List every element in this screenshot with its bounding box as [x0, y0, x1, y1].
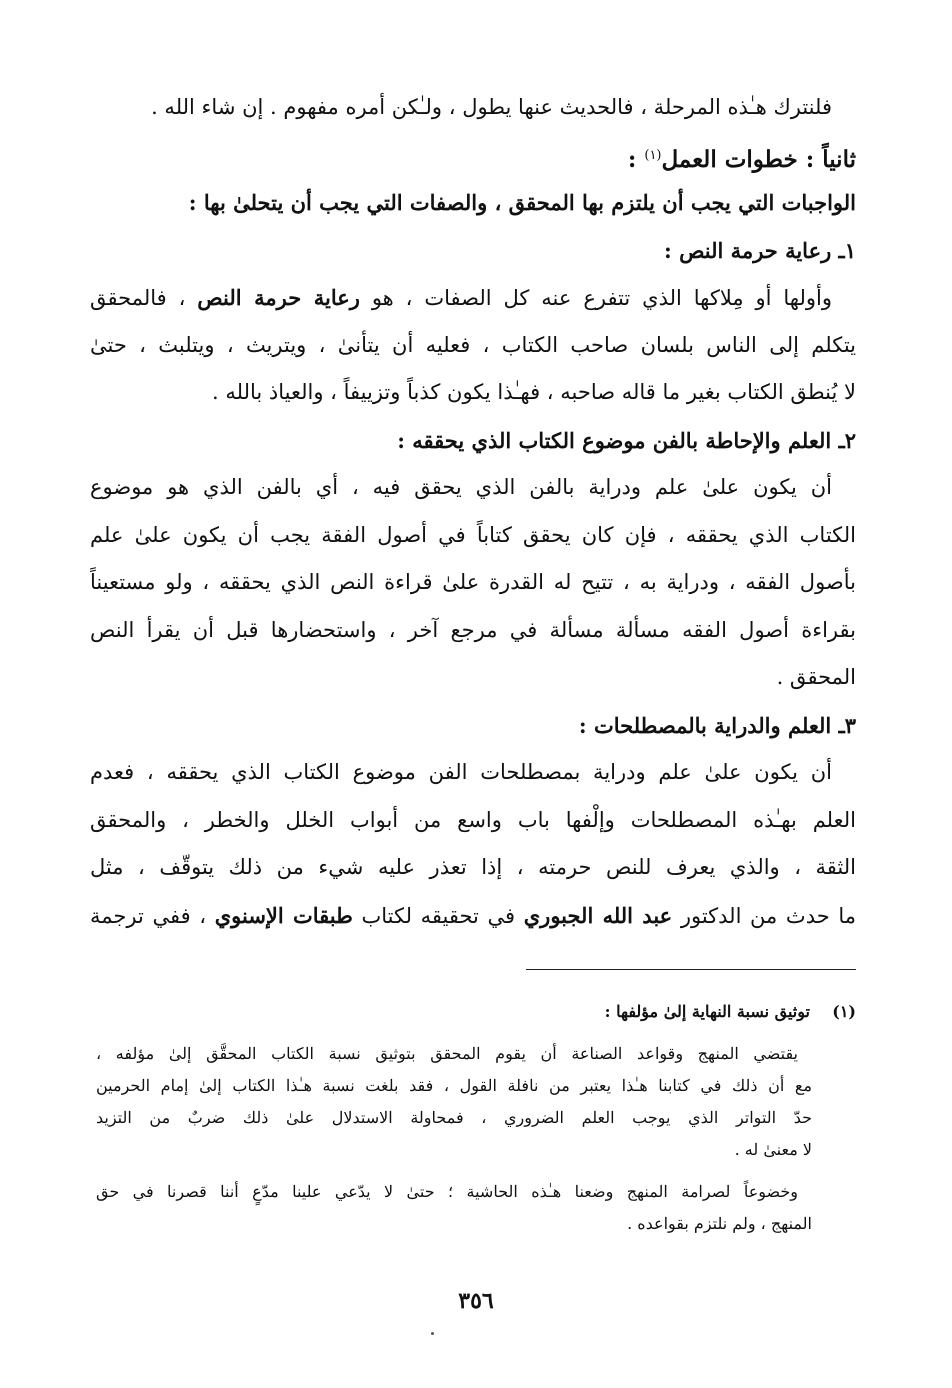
- item-1-line-2: يتكلم إلى الناس بلسان صاحب الكتاب ، فعليه أن يتأنىٰ ، ويتريث ، ويتلبث ، حتىٰ: [90, 332, 856, 357]
- footnote-p2-line-1: وخضوعاً لصرامة المنهج وضعنا هـٰذه الحاشية ؛ حتىٰ لا يدّعي علينا مدّعٍ أننا قصرنا في حق: [96, 1182, 799, 1201]
- section-heading: [90, 132, 856, 180]
- item-1-line-1-tail: ، فالمحقق: [90, 286, 198, 310]
- item-1-line-1: [90, 274, 856, 322]
- item-3-line-3: الثقة ، والذي يعرف للنص حرمته ، إذا تعذر عليه شيء من ذلك يتوقّف ، مثل: [90, 855, 856, 879]
- footnote-p1-line-2: مع أن ذلك في كتابنا هـٰذا يعتبر من نافلة القول ، فقد بلغت نسبة هـٰذا الكتاب إلىٰ إمام الحرمين: [96, 1076, 812, 1095]
- footnote-gap-2: [96, 1166, 856, 1176]
- section-subtitle: الواجبات التي يجب أن يلتزم بها المحقق ، والصفات التي يجب أن يتحلىٰ بها :: [188, 190, 856, 215]
- item-3-line-4: [90, 892, 856, 940]
- item-1-emphasis: رعاية حرمة النص: [197, 285, 360, 310]
- author-name: عبد الله الجبوري: [523, 902, 673, 928]
- footnote-reference[interactable]: (١): [644, 147, 662, 163]
- book-title: طبقات الإسنوي: [214, 902, 353, 928]
- item-1-title: ١ـ رعاية حرمة النص :: [664, 237, 856, 263]
- item-2-line-5: المحقق .: [776, 665, 856, 689]
- footnote-title: توثيق نسبة النهاية إلىٰ مؤلفها :: [604, 1002, 810, 1021]
- section-colon: :: [627, 145, 645, 173]
- item-2-line-3: بأصول الفقه ، ودراية به ، تتيح له القدرة علىٰ قراءة النص الذي يحققه ، ولو مستعيناً: [90, 570, 856, 594]
- footnote-number: (١): [832, 1002, 856, 1021]
- main-text: [90, 84, 856, 939]
- item-3-line-4-tail: ، ففي ترجمة: [90, 903, 215, 928]
- item-3-line-2: العلم بهـٰذه المصطلحات وإلْفها باب واسع من أبواب الخلل والخطر ، والمحقق: [90, 807, 856, 832]
- item-1-line-3: لا يُنطق الكتاب بغير ما قاله صاحبه ، فهـٰذا يكون كذباً وتزييفاً ، والعياذ بالله .: [212, 380, 856, 404]
- footnotes: [96, 996, 856, 1240]
- footnote-p1-line-3: حدّ التواتر الذي يوجب العلم الضروري ، فمحاولة الاستدلال علىٰ ذلك ضربٌ من التزيد: [96, 1108, 812, 1127]
- item-2-line-2: الكتاب الذي يحققه ، فإن كان يحقق كتاباً في أصول الفقة يجب أن يكون علىٰ علم: [90, 522, 856, 547]
- footnote-separator: [526, 969, 856, 970]
- item-2-title: ٢ـ العلم والإحاطة بالفن موضوع الكتاب الذي يحققه :: [397, 427, 856, 453]
- item-2-line-4: بقراءة أصول الفقه مسألة مسألة في مرجع آخر ، واستحضارها قبل أن يقرأ النص: [90, 617, 856, 642]
- item-1-line-1-text: وأولها أو مِلاكها الذي تتفرع عنه كل الصفات ، هو: [359, 286, 832, 310]
- section-title: ثانياً : خطوات العمل: [661, 145, 856, 173]
- footnote-p1-line-1: يقتضي المنهج وقواعد الصناعة أن يقوم المحقق بتوثيق نسبة الكتاب المحقَّق إلىٰ مؤلفه ،: [96, 1044, 798, 1063]
- footnote-gap: [96, 1028, 856, 1038]
- footnote-p1-line-4: لا معنىٰ له .: [734, 1140, 812, 1159]
- item-3-line-4-mid: في تحقيقه لكتاب: [352, 903, 524, 928]
- item-3-line-1: أن يكون علىٰ علم ودراية بمصطلحات الفن موضوع الكتاب الذي يحققه ، فعدم: [90, 760, 832, 784]
- page-number: ٣٥٦: [458, 1288, 494, 1314]
- footnote-title-line: [96, 996, 856, 1028]
- intro-line: فلنترك هـٰذه المرحلة ، فالحديث عنها يطول ، ولـٰكن أمره مفهوم . إن شاء الله .: [151, 95, 832, 119]
- footnote-p2-line-2: المنهج ، ولم نلتزم بقواعده .: [627, 1214, 812, 1233]
- scan-dot-mark: [431, 1332, 434, 1335]
- item-2-line-1: أن يكون علىٰ علم ودراية بالفن الذي يحقق فيه ، أي بالفن الذي هو موضوع: [90, 475, 832, 499]
- item-3-title: ٣ـ العلم والدراية بالمصطلحات :: [578, 712, 856, 738]
- item-3-line-4-text: ما حدث من الدكتور: [672, 903, 856, 928]
